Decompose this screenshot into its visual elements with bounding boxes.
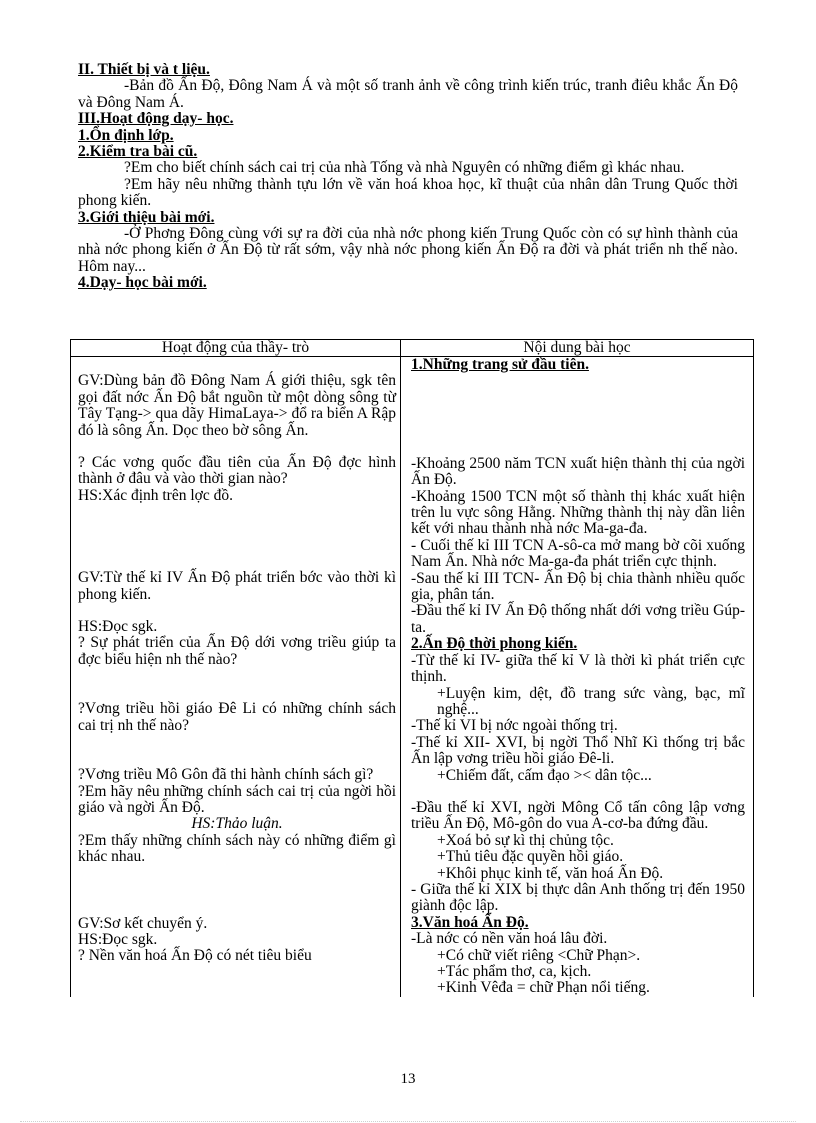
right-item: -Đầu thế kỉ IV Ấn Độ thống nhất dới vơng triều Gúp-ta.: [411, 602, 745, 636]
right-item: +Kinh Vêđa = chữ Phạn nổi tiếng.: [437, 979, 650, 997]
right-item: +Chiếm đất, cấm đạo >< dân tộc...: [437, 766, 652, 784]
right-item: -Là nớc có nền văn hoá lâu đời.: [411, 930, 608, 948]
right-item: -Thế kỉ VI bị nớc ngoài thống trị.: [411, 717, 618, 735]
right-item: - Giữa thế kỉ XIX bị thực dân Anh thống trị đến 1950 giành độc lập.: [411, 880, 745, 915]
right-item: +Có chữ viết riêng <Chữ Phạn>.: [437, 946, 641, 964]
right-item: +Xoá bỏ sự kì thị chủng tộc.: [437, 831, 614, 849]
right-item: -Sau thế kỉ III TCN- Ấn Độ bị chia thành nhiều quốc gia, phân tán.: [411, 569, 745, 604]
left-item: GV:Sơ kết chuyển ý.: [78, 914, 208, 932]
content-column: [401, 357, 754, 997]
lesson-table: [70, 339, 754, 997]
right-item: +Thủ tiêu đặc quyền hồi giáo.: [437, 848, 624, 866]
left-item: ?Em hãy nêu những chính sách cai trị của ngời hồi giáo và ngời Ấn Độ.: [78, 782, 396, 816]
right-item: -Thế kỉ XII- XVI, bị ngời Thổ Nhĩ Kì thống trị bắc Ấn lập vơng triều hồi giáo Đê-li.: [411, 733, 745, 768]
left-item: HS:Xác định trên lợc đồ.: [78, 486, 233, 504]
page-number: 13: [400, 1071, 416, 1087]
left-item: ?Vơng triều hồi giáo Đê Li có những chính sách cai trị nh thế nào?: [78, 700, 396, 734]
section-iii-title: III.Hoạt động dạy- học.: [78, 110, 234, 128]
left-item: HS:Đọc sgk.: [78, 930, 158, 948]
review-question-1: ?Em cho biết chính sách cai trị của nhà Tống và nhà Nguyên có những điểm gì khác nhau.: [124, 159, 685, 177]
right-item: -Khoảng 1500 TCN một số thành thị khác xuất hiện trên lu vực sông Hằng. Những thành thị này dần liên kết với nhau thành nhà nớc Ma-ga-đa.: [411, 487, 745, 538]
right-item: +Tác phẩm thơ, ca, kịch.: [437, 963, 592, 980]
section-ii-title: II. Thiết bị và t liệu.: [78, 61, 210, 78]
content-heading-3: 3.Văn hoá Ấn Độ.: [411, 913, 529, 931]
page-bottom-divider: [20, 1121, 796, 1122]
right-item: +Luyện kim, dệt, đồ trang sức vàng, bạc, mĩ nghệ...: [437, 684, 745, 718]
right-item: -Từ thế kỉ IV- giữa thế kỉ V là thời kì phát triển cực thịnh.: [411, 651, 745, 686]
activities-column: [71, 357, 401, 997]
right-item: -Đầu thế kỉ XVI, ngời Mông Cổ tấn công lập vơng triều Ấn Độ, Mô-gôn do vua A-cơ-ba đứng đầu.: [411, 798, 745, 833]
step-2-title: 2.Kiểm tra bài cũ.: [78, 143, 198, 161]
col-header-content: Nội dung bài học: [401, 340, 754, 357]
content-heading-2: 2.Ấn Độ thời phong kiến.: [411, 635, 578, 653]
review-question-2: ?Em hãy nêu những thành tựu lớn về văn hoá khoa học, kĩ thuật của nhân dân Trung Quốc thời phong kiến.: [78, 175, 738, 210]
left-item: ? Sự phát triển của Ấn Độ dới vơng triều giúp ta đợc biểu hiện nh thế nào?: [78, 634, 396, 668]
right-item: - Cuối thế kỉ III TCN A-sô-ca mở mang bờ cõi xuống Nam Ấn. Nhà nớc Ma-ga-đa phát triển cực thịnh.: [411, 536, 745, 571]
step-4-title: 4.Dạy- học bài mới.: [78, 274, 207, 292]
left-item: HS:Thảo luận.: [191, 815, 283, 833]
document-header: [78, 62, 738, 292]
left-item: HS:Đọc sgk.: [78, 618, 158, 636]
left-item: GV:Dùng bản đồ Đông Nam Á giới thiệu, sgk tên gọi đất nớc Ấn Độ bắt nguồn từ một dòng sông từ Tây Tạng-> qua dãy HimaLaya-> đổ ra biển A Rập đó là sông Ấn. Dọc theo bờ sông Ấn.: [78, 372, 396, 439]
left-item: ? Các vơng quốc đầu tiên của Ấn Độ đợc hình thành ở đâu và vào thời gian nào?: [78, 454, 396, 488]
right-item: +Khôi phục kinh tế, văn hoá Ấn Độ.: [437, 864, 664, 882]
left-item: ?Em thấy những chính sách này có những điểm gì khác nhau.: [78, 831, 396, 866]
step-1-title: 1.Ổn định lớp.: [78, 126, 174, 144]
left-item: ?Vơng triều Mô Gôn đã thi hành chính sách gì?: [78, 766, 374, 784]
intro-paragraph: -Ở Phơng Đông cùng với sự ra đời của nhà nớc phong kiến Trung Quốc còn có sự hình thành của nhà nớc phong kiến ở Ấn Độ từ rất sớm, vậy nhà nớc phong kiến Ấn Độ ra đời và phát triển nh thế nào. Hôm nay...: [78, 225, 738, 275]
section-ii-text: -Bản đồ Ấn Độ, Đông Nam Á và một số tranh ảnh về công trình kiến trúc, tranh điêu khắc Ấn Độ và Đông Nam Á.: [78, 77, 738, 111]
left-item: GV:Từ thế kỉ IV Ấn Độ phát triển bớc vào thời kì phong kiến.: [78, 569, 396, 603]
col-header-activities: Hoạt động của thầy- trò: [71, 340, 401, 357]
left-item: ? Nền văn hoá Ấn Độ có nét tiêu biểu: [78, 947, 312, 965]
right-item: -Khoảng 2500 năm TCN xuất hiện thành thị của ngời Ấn Độ.: [411, 454, 745, 489]
content-heading-1: 1.Những trang sử đầu tiên.: [411, 356, 589, 374]
step-3-title: 3.Giới thiệu bài mới.: [78, 208, 215, 226]
